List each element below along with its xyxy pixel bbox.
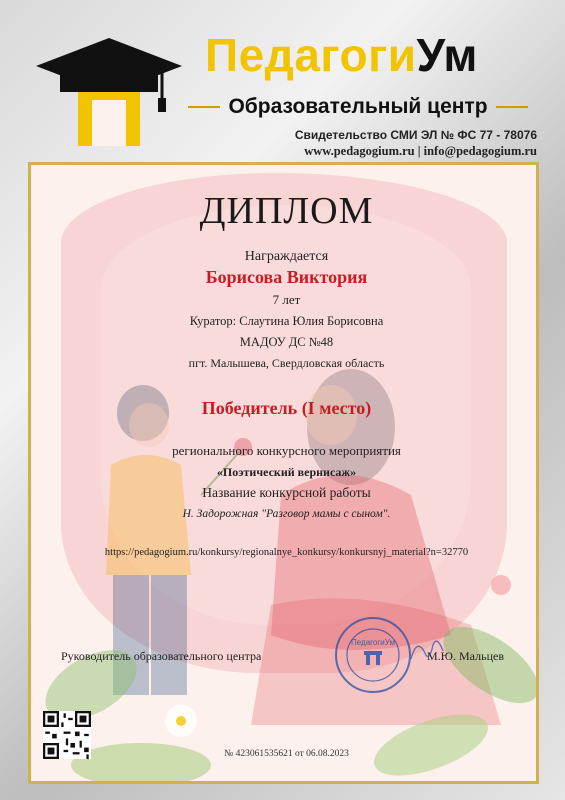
recipient-name: Борисова Виктория xyxy=(205,267,368,287)
location-line: пгт. Малышева, Свердловская область xyxy=(188,356,385,370)
registration-info: Свидетельство СМИ ЭЛ № ФС 77 - 78076 xyxy=(294,128,537,142)
awarded-label: Награждается xyxy=(244,249,329,264)
head-label: Руководитель образовательного центра xyxy=(61,649,262,663)
signature xyxy=(407,635,447,665)
head-name: М.Ю. Мальцев xyxy=(427,649,504,663)
place-award: Победитель (I место) xyxy=(201,398,372,418)
subtitle-row xyxy=(188,92,528,122)
recipient-age: 7 лет xyxy=(272,292,301,307)
verification-link[interactable]: https://pedagogium.ru/konkursy/regionalnye_konkursy/konkursnyj_material?n=32770 xyxy=(104,547,469,558)
curator-line: Куратор: Слаутина Юлия Борисовна xyxy=(189,314,384,328)
diploma-number: № 423061535621 от 06.08.2023 xyxy=(224,749,349,759)
brand-subtitle: Образовательный центр xyxy=(228,95,488,118)
work-title: Н. Задорожная "Разговор мамы с сыном". xyxy=(182,508,391,520)
contest-name: «Поэтический вернисаж» xyxy=(216,465,357,479)
subtitle-line-right xyxy=(496,106,528,108)
work-label: Название конкурсной работы xyxy=(202,485,371,500)
stamp-seal xyxy=(333,615,413,695)
contacts-info: www.pedagogium.ru | info@pedagogium.ru xyxy=(304,144,537,158)
diploma-frame xyxy=(28,162,539,784)
brand-title xyxy=(205,28,478,82)
subtitle-line-left xyxy=(188,106,220,108)
diploma-title: ДИПЛОМ xyxy=(199,190,374,232)
graduation-cap-icon xyxy=(34,36,184,146)
qr-code[interactable] xyxy=(43,711,91,759)
event-level: регионального конкурсного мероприятия xyxy=(172,443,401,458)
stamp-text: ПедагогиУм xyxy=(351,638,395,647)
brand-part-1: Педагоги xyxy=(205,29,417,81)
brand-part-2: Ум xyxy=(416,29,478,81)
organization-line: МАДОУ ДС №48 xyxy=(239,335,334,349)
